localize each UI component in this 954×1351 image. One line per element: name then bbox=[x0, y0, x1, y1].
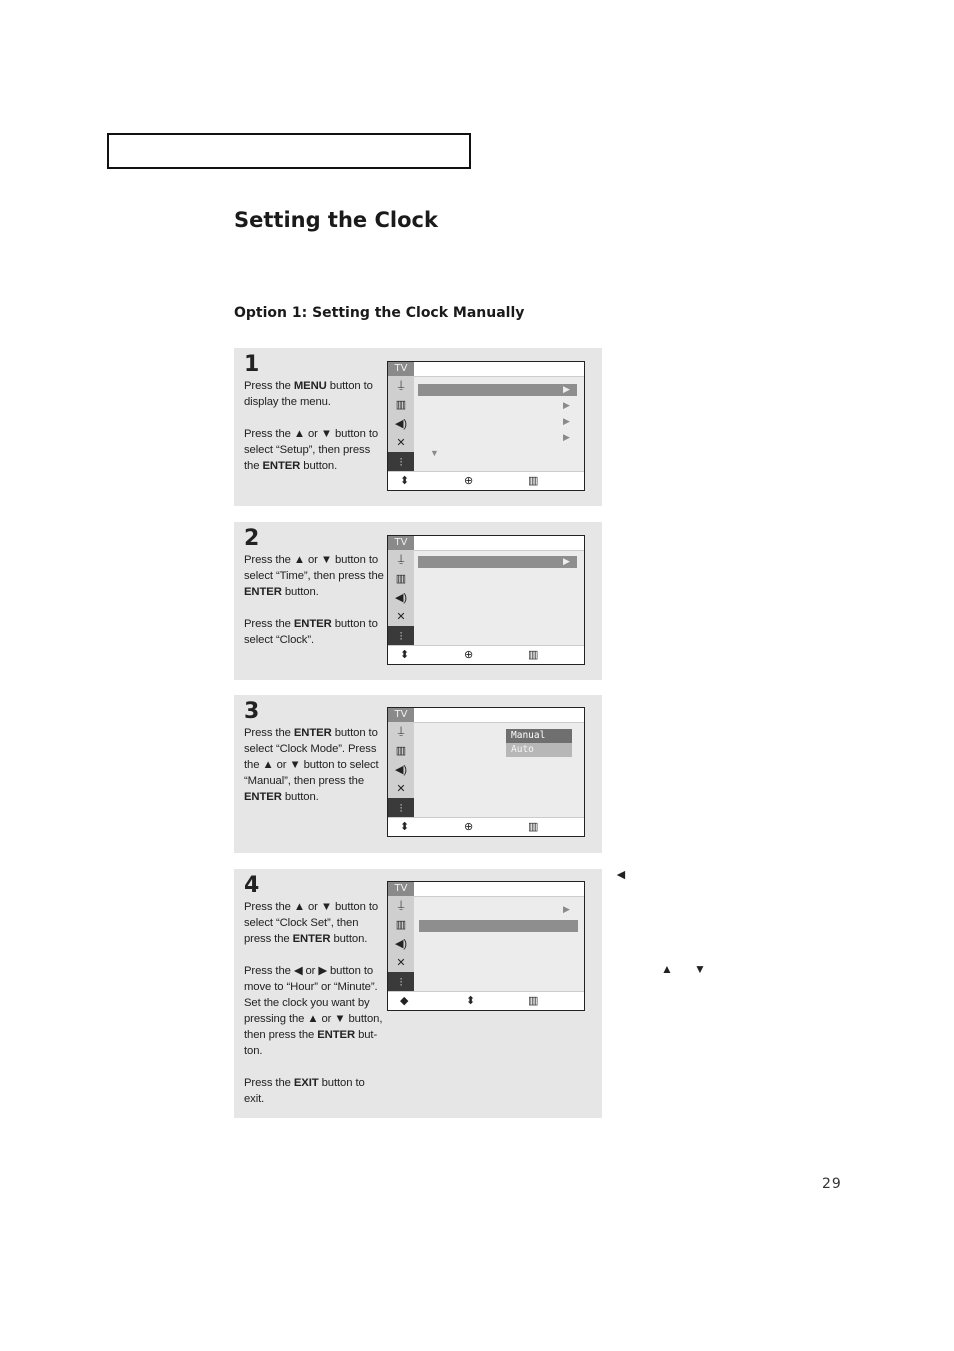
move-updown-icon: ⬍ bbox=[400, 821, 410, 833]
screen-title-bar bbox=[414, 708, 584, 723]
submenu-arrow-icon: ▶ bbox=[563, 432, 570, 442]
menu-sidebar bbox=[388, 550, 414, 646]
step-instructions bbox=[244, 378, 386, 490]
highlighted-menu-row bbox=[418, 384, 577, 396]
setup-icon: ⫶ bbox=[388, 798, 414, 820]
instruction-paragraph: Press the ◀ or ▶ button to move to “Hour” or “Minute”. Set the clock you want by pressing the ▲ or ▼ button, then press the ENTER but-ton. bbox=[244, 965, 383, 1057]
up-arrow-icon: ▲ bbox=[661, 962, 673, 976]
step-4 bbox=[234, 869, 602, 1118]
menu-icon: ▥ bbox=[528, 995, 539, 1007]
tv-label: TV bbox=[388, 362, 414, 376]
enter-icon: ⊕ bbox=[464, 649, 474, 661]
screen-help-bar bbox=[388, 991, 584, 1010]
picture-icon: ▥ bbox=[395, 573, 407, 585]
highlighted-menu-row bbox=[418, 556, 577, 568]
step-3 bbox=[234, 695, 602, 853]
section-header-box bbox=[107, 133, 471, 169]
input-icon: ⍊ bbox=[397, 553, 405, 565]
tv-label: TV bbox=[388, 882, 414, 896]
move-leftright-icon: ◆ bbox=[400, 995, 409, 1007]
page-number: 29 bbox=[822, 1176, 842, 1192]
step-instructions bbox=[244, 552, 386, 664]
setup-icon: ⫶ bbox=[388, 452, 414, 474]
sound-icon: ◀) bbox=[394, 592, 408, 604]
instruction-paragraph: Press the EXIT button to exit. bbox=[244, 1077, 365, 1105]
picture-icon: ▥ bbox=[395, 399, 407, 411]
screen-title-bar bbox=[414, 362, 584, 377]
button-name: ENTER bbox=[317, 1029, 356, 1041]
step-instructions bbox=[244, 725, 386, 821]
move-updown-icon: ⬍ bbox=[466, 995, 476, 1007]
input-icon: ⍊ bbox=[397, 899, 405, 911]
step-2 bbox=[234, 522, 602, 680]
step-instructions bbox=[244, 899, 386, 1123]
more-down-arrow-icon: ▼ bbox=[430, 448, 439, 458]
menu-sidebar bbox=[388, 376, 414, 472]
section-subtitle: Option 1: Setting the Clock Manually bbox=[234, 305, 525, 321]
instruction-paragraph: Press the ENTER button to select “Clock Mode”. Press the ▲ or ▼ button to select “Manual”, then press the ENTER button. bbox=[244, 727, 379, 803]
page-title: Setting the Clock bbox=[234, 208, 438, 232]
tv-label: TV bbox=[388, 708, 414, 722]
channel-icon: ✕ bbox=[396, 957, 406, 969]
move-updown-icon: ⬍ bbox=[400, 475, 410, 487]
step-number: 2 bbox=[244, 526, 260, 551]
setup-icon: ⫶ bbox=[388, 626, 414, 648]
screen-help-bar bbox=[388, 645, 584, 664]
button-name: ENTER bbox=[293, 727, 332, 739]
button-name: ENTER bbox=[292, 933, 331, 945]
menu-icon: ▥ bbox=[528, 649, 539, 661]
step-number: 4 bbox=[244, 873, 260, 898]
sound-icon: ◀) bbox=[394, 418, 408, 430]
dropdown-option: Auto bbox=[506, 743, 572, 757]
button-name: EXIT bbox=[293, 1077, 319, 1089]
button-name: MENU bbox=[293, 380, 327, 392]
highlighted-menu-row bbox=[419, 920, 578, 932]
tv-menu-screen bbox=[387, 707, 585, 837]
menu-icon: ▥ bbox=[528, 821, 539, 833]
tv-menu-screen bbox=[387, 361, 585, 491]
submenu-arrow-icon: ▶ bbox=[563, 904, 570, 914]
picture-icon: ▥ bbox=[395, 745, 407, 757]
instruction-paragraph: Press the ▲ or ▼ button to select “Time”, then press the ENTER button. bbox=[244, 554, 384, 598]
left-arrow-icon: ◄ bbox=[614, 866, 628, 882]
picture-icon: ▥ bbox=[395, 919, 407, 931]
submenu-arrow-icon: ▶ bbox=[563, 416, 570, 426]
channel-icon: ✕ bbox=[396, 783, 406, 795]
submenu-arrow-icon: ▶ bbox=[563, 384, 570, 394]
menu-sidebar bbox=[388, 722, 414, 818]
clock-mode-dropdown bbox=[506, 729, 572, 757]
instruction-paragraph: Press the MENU button to display the menu. bbox=[244, 380, 373, 408]
submenu-arrow-icon: ▶ bbox=[563, 400, 570, 410]
channel-icon: ✕ bbox=[396, 611, 406, 623]
tv-label: TV bbox=[388, 536, 414, 550]
menu-sidebar bbox=[388, 896, 414, 992]
step-number: 1 bbox=[244, 352, 260, 377]
screen-help-bar bbox=[388, 817, 584, 836]
enter-icon: ⊕ bbox=[464, 475, 474, 487]
button-name: ENTER bbox=[262, 460, 301, 472]
instruction-paragraph: Press the ▲ or ▼ button to select “Clock Set”, then press the ENTER button. bbox=[244, 901, 379, 945]
button-name: ENTER bbox=[244, 586, 282, 598]
sound-icon: ◀) bbox=[394, 938, 408, 950]
submenu-arrow-icon: ▶ bbox=[563, 556, 570, 566]
menu-icon: ▥ bbox=[528, 475, 539, 487]
enter-icon: ⊕ bbox=[464, 821, 474, 833]
screen-title-bar bbox=[414, 536, 584, 551]
sound-icon: ◀) bbox=[394, 764, 408, 776]
screen-title-bar bbox=[414, 882, 584, 897]
dropdown-option-selected: Manual bbox=[506, 729, 572, 743]
step-1 bbox=[234, 348, 602, 506]
instruction-paragraph: Press the ENTER button to select “Clock”. bbox=[244, 618, 378, 646]
button-name: ENTER bbox=[244, 791, 282, 803]
channel-icon: ✕ bbox=[396, 437, 406, 449]
setup-icon: ⫶ bbox=[388, 972, 414, 994]
input-icon: ⍊ bbox=[397, 725, 405, 737]
instruction-paragraph: Press the ▲ or ▼ button to select “Setup”, then press the ENTER button. bbox=[244, 428, 379, 472]
input-icon: ⍊ bbox=[397, 379, 405, 391]
move-updown-icon: ⬍ bbox=[400, 649, 410, 661]
tv-menu-screen bbox=[387, 881, 585, 1011]
button-name: ENTER bbox=[293, 618, 332, 630]
screen-help-bar bbox=[388, 471, 584, 490]
tv-menu-screen bbox=[387, 535, 585, 665]
down-arrow-icon: ▼ bbox=[694, 962, 706, 976]
step-number: 3 bbox=[244, 699, 260, 724]
